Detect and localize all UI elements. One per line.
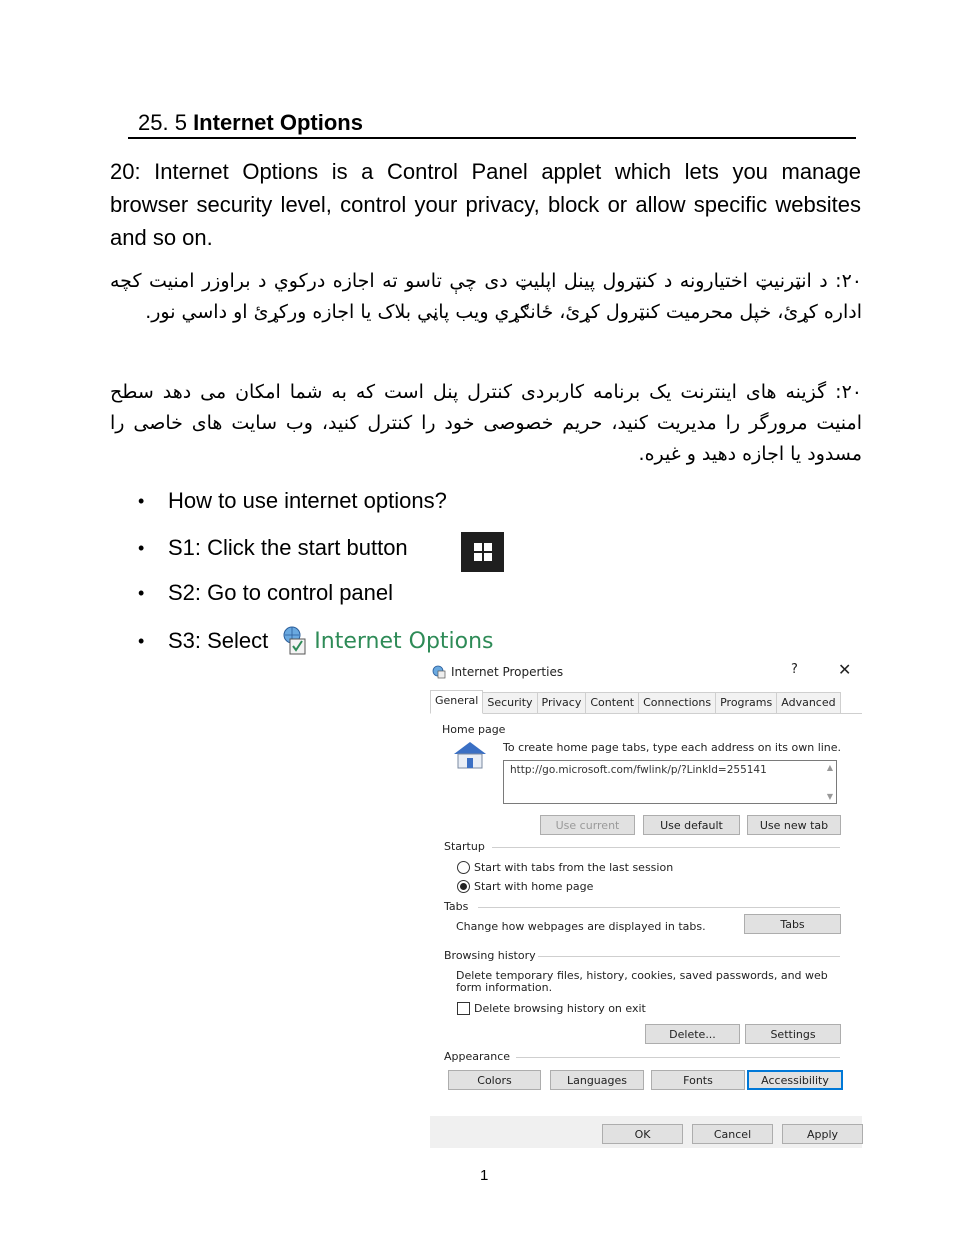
- internet-options-label: Internet Options: [314, 628, 494, 654]
- windows-start-icon: [461, 532, 504, 572]
- browsing-history-desc-line1: Delete temporary files, history, cookies, saved passwords, and web: [456, 969, 828, 982]
- settings-button[interactable]: Settings: [745, 1024, 841, 1044]
- startup-label: Startup: [444, 840, 485, 853]
- browsing-history-divider: [538, 956, 840, 957]
- dialog-title: Internet Properties: [451, 665, 564, 679]
- use-default-button[interactable]: Use default: [643, 815, 740, 835]
- bullet-text: S2: Go to control panel: [168, 580, 394, 605]
- tab-advanced[interactable]: Advanced: [776, 692, 840, 713]
- tab-general[interactable]: General: [430, 690, 483, 714]
- bullet-step-3: [138, 626, 494, 656]
- languages-button[interactable]: Languages: [550, 1070, 644, 1090]
- bullet-dot: •: [138, 630, 145, 651]
- dialog-tab-strip: [430, 692, 862, 714]
- startup-home-page-label: Start with home page: [474, 880, 594, 893]
- delete-on-exit-label: Delete browsing history on exit: [474, 1002, 646, 1015]
- paragraph-english: 20: Internet Options is a Control Panel applet which lets you manage browser security level, control your privacy, block or allow specific websites and so on.: [110, 159, 861, 250]
- internet-properties-icon: [432, 665, 446, 679]
- scroll-down-icon[interactable]: ▼: [826, 792, 833, 801]
- section-title: Internet Options: [193, 110, 363, 135]
- use-new-tab-button[interactable]: Use new tab: [747, 815, 841, 835]
- bullet-step-1: [138, 535, 408, 561]
- startup-divider: [492, 847, 840, 848]
- dialog-footer: [430, 1116, 862, 1148]
- browsing-history-label: Browsing history: [444, 949, 536, 962]
- home-page-url: http://go.microsoft.com/fwlink/p/?LinkId=255141: [510, 764, 767, 776]
- delete-button[interactable]: Delete...: [645, 1024, 740, 1044]
- home-page-label: Home page: [442, 723, 506, 736]
- fonts-button[interactable]: Fonts: [651, 1070, 745, 1090]
- use-current-button[interactable]: Use current: [540, 815, 635, 835]
- appearance-divider: [516, 1057, 840, 1058]
- tabs-button[interactable]: Tabs: [744, 914, 841, 934]
- house-icon: [452, 741, 488, 769]
- startup-home-page-radio[interactable]: [457, 880, 470, 893]
- colors-button[interactable]: Colors: [448, 1070, 541, 1090]
- bullet-dot: •: [138, 490, 145, 511]
- startup-last-session-label: Start with tabs from the last session: [474, 861, 674, 874]
- delete-on-exit-checkbox[interactable]: [457, 1002, 470, 1015]
- help-button[interactable]: ?: [791, 662, 798, 677]
- tabs-group-label: Tabs: [444, 900, 469, 913]
- tabs-divider: [478, 907, 840, 908]
- tab-privacy[interactable]: Privacy: [537, 692, 587, 713]
- startup-last-session-radio[interactable]: [457, 861, 470, 874]
- home-page-url-textarea[interactable]: [503, 760, 837, 804]
- cancel-button[interactable]: Cancel: [692, 1124, 773, 1144]
- bullet-text: How to use internet options?: [168, 488, 447, 513]
- windows-logo-icon: [474, 543, 492, 561]
- bullet-how-to-use: [138, 488, 447, 514]
- tab-security[interactable]: Security: [482, 692, 537, 713]
- close-button[interactable]: ✕: [838, 660, 852, 679]
- home-page-hint: To create home page tabs, type each address on its own line.: [503, 741, 842, 754]
- tab-programs[interactable]: Programs: [715, 692, 777, 713]
- bullet-dot: •: [138, 537, 145, 558]
- section-number: 25. 5: [138, 110, 187, 135]
- ok-button[interactable]: OK: [602, 1124, 683, 1144]
- apply-button[interactable]: Apply: [782, 1124, 863, 1144]
- internet-properties-dialog: [430, 656, 862, 1148]
- bullet-text: S1: Click the start button: [168, 535, 408, 560]
- paragraph-pashto: ۲۰: د انټرنيټ اختيارونه د کنټرول پينل اپليټ دی چې تاسو ته اجازه درکوي د براوزر امنيت کچه اداره کړئ، خپل محرميت کنټرول کړئ، ځانګړي ويب پاڼي بلاک يا اجازه ورکړئ او داسي نور.: [110, 270, 862, 323]
- tabs-description: Change how webpages are displayed in tabs.: [456, 920, 706, 933]
- bullet-dot: •: [138, 582, 145, 603]
- page-number: 1: [480, 1167, 489, 1184]
- tab-connections[interactable]: Connections: [638, 692, 716, 713]
- bullet-text: S3: Select: [168, 628, 269, 653]
- accessibility-button[interactable]: Accessibility: [747, 1070, 843, 1090]
- section-heading: [138, 110, 363, 136]
- internet-options-icon: [282, 626, 308, 656]
- scroll-up-icon[interactable]: ▲: [826, 763, 833, 772]
- tab-content[interactable]: Content: [585, 692, 639, 713]
- paragraph-persian: ۲۰: گزینه های اینترنت یک برنامه کاربردی کنترل پنل است که به شما امکان می دهد سطح امنیت مرورگر را مدیریت کنید، حریم خصوصی خود را کنترل کنید، وب سایت های خاصی را مسدود یا اجازه دهید و غیره.: [110, 381, 862, 465]
- browsing-history-desc-line2: form information.: [456, 981, 553, 994]
- bullet-step-2: [138, 580, 393, 606]
- appearance-label: Appearance: [444, 1050, 511, 1063]
- heading-underline: [128, 137, 856, 139]
